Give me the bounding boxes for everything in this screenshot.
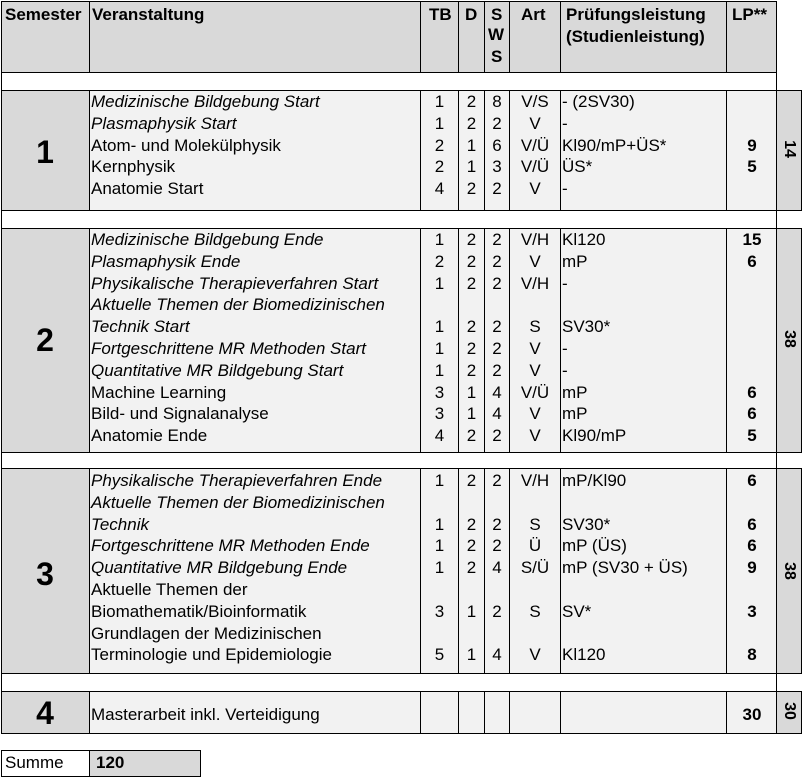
course-pruefung: mP/Kl90 [562,471,627,490]
course-sws: 2 [492,179,502,199]
course-tb: 3 [434,404,445,424]
course-art: V/Ü [520,135,550,155]
course-sws: 4 [492,558,502,578]
course-name: Aktuelle Themen der Biomedizinischen [91,295,385,315]
course-art: V/H [520,471,550,490]
course-sws: 2 [492,251,502,271]
course-pruefung: Kl90/mP [562,426,627,446]
course-lp: 5 [747,426,757,446]
semester-4-total: 30 [781,702,798,720]
header-d: D [465,5,478,24]
course-name: Biomathematik/Bioinformatik [91,601,307,621]
course-name: Aktuelle Themen der [91,580,248,599]
course-sws: 2 [492,230,502,249]
course-d: 2 [466,273,477,293]
header-sws-2: W [488,25,505,44]
course-art: S/Ü [520,558,550,578]
header-lp: LP** [732,5,767,24]
course-lp: 6 [747,382,757,402]
course-tb: 1 [434,360,445,380]
course-tb: 1 [434,230,445,249]
course-lp: 8 [747,645,757,665]
course-name: Technik [91,514,149,534]
course-sws: 8 [492,92,502,111]
course-art: V [529,404,541,424]
course-sws: 2 [492,113,502,133]
semester-4-pruef-cell [560,691,727,734]
course-d: 2 [466,558,477,578]
course-name: Medizinische Bildgebung Start [91,92,320,111]
header-veranstaltung: Veranstaltung [92,5,205,24]
spacer-row-3 [1,452,777,469]
course-art: V/Ü [520,382,550,402]
header-semester: Semester [5,5,82,24]
course-tb: 1 [434,558,445,578]
course-name: Plasmaphysik Ende [91,251,241,271]
course-tb: 1 [434,92,445,111]
semester-total: 14 [781,140,798,158]
semester-4-d-cell [458,691,485,734]
course-name: Grundlagen der Medizinischen [91,623,322,643]
header-art: Art [521,5,546,24]
course-sws: 2 [492,471,502,490]
course-sws: 4 [492,382,502,402]
course-name: Technik Start [91,317,190,337]
course-tb: 3 [434,382,445,402]
course-sws: 2 [492,360,502,380]
course-d: 1 [466,135,477,155]
course-pruefung: mP [562,382,588,402]
course-pruefung: ÜS* [562,157,593,177]
course-sws: 4 [492,404,502,424]
spacer-row-2 [1,210,777,229]
course-art: V [529,360,541,380]
course-tb: 1 [434,113,445,133]
course-lp: 6 [747,536,757,556]
course-pruefung: mP [562,404,588,424]
course-sws: 2 [492,426,502,446]
course-d: 2 [466,113,477,133]
course-name: Machine Learning [91,382,227,402]
course-name: Anatomie Ende [91,426,208,446]
course-d: 2 [466,360,477,380]
course-d: 2 [466,179,477,199]
course-d: 1 [466,645,477,665]
course-art: Ü [528,536,542,556]
course-d: 2 [466,426,477,446]
course-lp: 9 [747,135,757,155]
course-name: Atom- und Molekülphysik [91,135,281,155]
course-name: Kernphysik [91,157,176,177]
course-art: V/Ü [520,157,550,177]
course-d: 1 [466,404,477,424]
course-pruefung: - [562,113,568,133]
summe-label: Summe [5,753,64,772]
course-name: Fortgeschrittene MR Methoden Ende [91,536,370,556]
course-tb: 4 [434,179,445,199]
course-tb: 1 [434,317,445,337]
semester-4-tb-cell [420,691,459,734]
course-d: 2 [466,251,477,271]
course-tb: 1 [434,471,445,490]
course-name: Anatomie Start [91,179,204,199]
course-sws: 2 [492,339,502,358]
course-art: V [529,339,541,358]
course-d: 2 [466,92,477,111]
header-sws-3: S [491,47,503,66]
course-art: V [529,251,541,271]
course-name: Bild- und Signalanalyse [91,404,269,424]
course-name: Terminologie und Epidemiologie [91,645,332,665]
course-tb: 1 [434,536,445,556]
course-sws: 6 [492,135,502,155]
course-tb: 3 [434,601,445,621]
course-pruefung: mP (SV30 + ÜS) [562,558,688,578]
course-art: V/S [521,92,549,111]
course-name: Quantitative MR Bildgebung Start [91,360,344,380]
course-tb: 2 [434,157,445,177]
course-art: V [529,179,541,199]
course-lp: 9 [747,558,757,578]
course-d: 2 [466,339,477,358]
course-lp: 3 [747,601,757,621]
semester-4-sws-cell [484,691,510,734]
course-tb: 1 [434,273,445,293]
course-pruefung: mP (ÜS) [562,536,627,556]
course-d: 2 [466,230,477,249]
course-pruefung: Kl120 [562,645,606,665]
course-art: S [529,601,541,621]
course-lp: 6 [747,514,757,534]
course-sws: 2 [492,317,502,337]
header-pruefung-line1: Prüfungsleistung [566,5,706,24]
course-pruefung: - [562,360,568,380]
course-art: S [529,514,541,534]
course-pruefung: Kl120 [562,230,606,249]
course-d: 2 [466,536,477,556]
spacer-row-4 [1,673,777,692]
course-lp: 6 [747,251,757,271]
course-name: Medizinische Bildgebung Ende [91,230,324,249]
course-tb: 1 [434,514,445,534]
course-tb: 2 [434,251,445,271]
course-lp: 15 [742,230,762,249]
course-name: Physikalische Therapieverfahren Start [91,273,379,293]
summe-value: 120 [96,753,125,772]
course-d: 1 [466,157,477,177]
course-pruefung: - [562,179,568,199]
course-sws: 2 [492,514,502,534]
course-tb: 4 [434,426,445,446]
course-art: V [529,113,541,133]
course-name: Physikalische Therapieverfahren Ende [91,471,383,490]
course-d: 1 [466,382,477,402]
course-sws: 3 [492,157,502,177]
course-pruefung: SV30* [562,514,611,534]
course-art: V/H [520,273,550,293]
course-d: 2 [466,471,477,490]
course-name: Plasmaphysik Start [91,113,237,133]
semester-4-number: 4 [36,695,54,731]
course-name: Aktuelle Themen der Biomedizinischen [91,492,385,512]
semester-4-lp: 30 [742,705,762,724]
course-name: Quantitative MR Bildgebung Ende [91,558,348,578]
semester-number: 2 [36,322,54,358]
course-d: 2 [466,514,477,534]
course-tb: 5 [434,645,445,665]
semester-number: 1 [36,134,54,170]
course-name: Fortgeschrittene MR Methoden Start [91,339,366,358]
course-lp: 6 [747,471,757,490]
course-d: 2 [466,317,477,337]
semester-total: 38 [781,562,798,580]
course-lp: 5 [747,157,757,177]
course-art: S [529,317,541,337]
header-sws-1: S [491,5,503,24]
semester-4-art-cell [509,691,561,734]
semester-4-name: Masterarbeit inkl. Verteidigung [91,705,320,724]
course-pruefung: - (2SV30) [562,92,635,111]
course-sws: 2 [492,536,502,556]
header-pruefung-line2: (Studienleistung) [566,27,705,46]
header-tb: TB [429,5,452,24]
course-sws: 2 [492,273,502,293]
course-sws: 4 [492,645,502,665]
course-pruefung: - [562,339,568,358]
course-pruefung: mP [562,251,588,271]
course-tb: 1 [434,339,445,358]
course-sws: 2 [492,601,502,621]
course-art: V [529,426,541,446]
spacer-row-1 [1,72,777,91]
course-d: 1 [466,601,477,621]
course-pruefung: SV30* [562,317,611,337]
course-lp: 6 [747,404,757,424]
semester-number: 3 [36,556,54,592]
course-art: V [529,645,541,665]
semester-total: 38 [781,330,798,348]
course-tb: 2 [434,135,445,155]
course-pruefung: Kl90/mP+ÜS* [562,135,667,155]
course-pruefung: - [562,273,568,293]
course-pruefung: SV* [562,601,592,621]
course-art: V/H [520,230,550,249]
